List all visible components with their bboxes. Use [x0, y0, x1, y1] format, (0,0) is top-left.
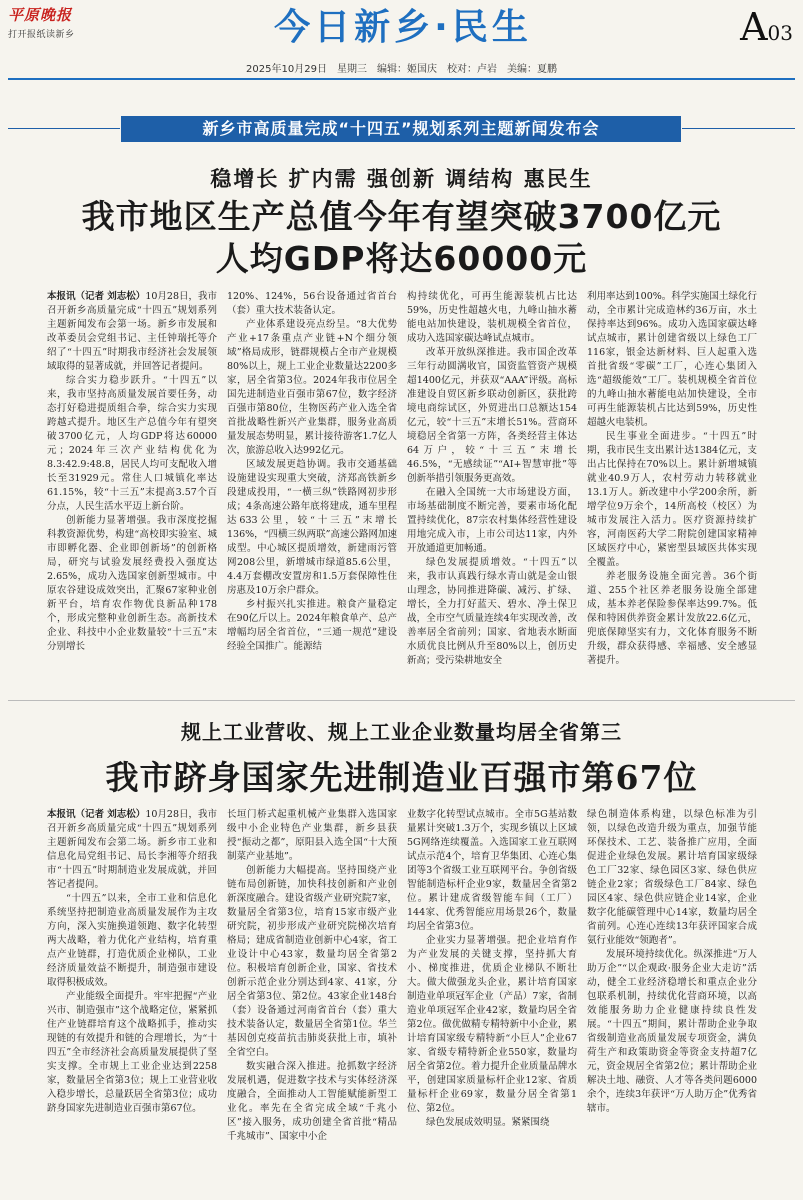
- paragraph: 发展环境持续优化。纵深推进“万人助万企”“以企观政·服务企业大走访”活动，健全工业经济稳增长和重点企业分包联系机制，持续优化营商环境，以高效能服务助力企业健康持续良性发展。“十四五”期间，累计帮助企业争取省级制造业高质量发展专项资金，满负荷生产和政策助资金等资金支持超7亿元，资金规居全省第2位；累计帮助企业解决土地、融资、人才等各类问题6000余个，连续3年获评“万人助万企”优秀省辖市。: [587, 949, 757, 1114]
- paragraph: 区域发展更趋协调。我市交通基础设施建设实现重大突破，济郑高铁新乡段建成投用，“一横三纵”铁路网初步形成；4条高速公路年底将建成，通车里程达633公里，较“十三五”末增长136%，“四横三纵两联”高速公路网加速成型。中心城区提质增效，新建雨污管网208公里，新增城市绿道85.6公里，4.4万套棚改安置房和1.5万套保障性住房惠及10万余户群众。: [227, 459, 397, 596]
- paragraph: 绿色制造体系构建，以绿色标准为引领，以绿色改造升级为重点，加强节能环保技术、工艺、装备推广应用，全面促进企业绿色发展。累计培育国家级绿色工厂32家、绿色园区3家、绿色供应链企业2家；省级绿色工厂84家、绿色园区4家、绿色供应链企业14家，企业数字化能碳管理中心14家，数量均居全省前列。心连心连续13年获评国家合成氨行业能效“领跑者”。: [587, 809, 757, 946]
- article1-body: [47, 290, 759, 685]
- article1-column-4: [587, 290, 757, 685]
- paragraph: 在融入全国统一大市场建设方面，市场基础制度不断完善，要素市场化配置持续优化，87宗农村集体经营性建设用地完成入市，上市公司达11家，内外开放通道更加畅通。: [407, 487, 577, 554]
- section-banner: 今日新乡·民生: [274, 7, 532, 48]
- paragraph: 企业实力显著增强。把企业培育作为产业发展的关键支撑，坚持抓大育小、梯度推进，优质企业梯队不断壮大。做大做强龙头企业，累计培育国家制造业单项冠军企业（产品）7家，省制造业单项冠军企业42家，数量均居全省第2位。做优做精专精特新中小企业，累计培育国家级专精特新“小巨人”企业67家、省级专精特新企业550家，数量均居全省第2位。着力提升企业质量品牌水平，创建国家质量标杆企业12家、省质量标杆企业69家，数量分居全省第1位、第2位。: [407, 935, 577, 1114]
- paragraph: 绿色发展提质增效。“十四五”以来，我市认真践行绿水青山就是金山银山理念，协同推进降碳、减污、扩绿、增长，全力打好蓝天、碧水、净土保卫战，全市空气质量连续4年实现改善，改善率居全省前列；国家、省地表水断面水质优良比例从升至80%以上，创历史新高；受污染耕地安全: [407, 557, 577, 666]
- paragraph: 利用率达到100%。科学实施国土绿化行动，全市累计完成造林约36万亩，水土保持率达到96%。成功入选国家碳达峰试点城市，累计创建省级以上绿色工厂116家，银金达新材料、巨人起重入选首批省级“零碳”工厂，心连心集团入选“超级能效”工厂。装机规模全省首位的九峰山抽水蓄能电站加快建设，全市可再生能源装机占比达到59%，历史性超越火电装机。: [587, 291, 757, 428]
- paragraph: 产业能级全面提升。牢牢把握“产业兴市、制造强市”这个战略定位，紧紧抓住产业链群培育这个战略抓手，推动实现链的有效提升和链的合理增长，为“十四五”全市经济社会高质量发展提供了坚实支撑。全市规上工业企业达到2258家，数量居全省第3位；规上工业营业收入稳步增长，总量跃居全省第3位；成功跻身国家先进制造业百强市第67位。: [47, 991, 217, 1114]
- paragraph: 10月28日，我市召开新乡高质量完成“十四五”规划系列主题新闻发布会第一场。新乡市发展和改革委员会党组书记、主任钟瑞托等介绍了“十四五”时期我市经济社会发展领域取得的显著成就，并回答记者提问。: [47, 291, 217, 372]
- paragraph: 养老服务设施全面完善。36个街道、255个社区养老服务设施全部建成，基本养老保险参保率达99.7%。低保和特困供养资金累计发放22.6亿元，兜底保障坚实有力，文化体育服务不断升级，群众获得感、幸福感、安全感显著提升。: [587, 571, 757, 666]
- article2-column-1: [47, 808, 217, 1193]
- paragraph: 业数字化转型试点城市。全市5G基站数量累计突破1.3万个，实现乡镇以上区域5G网络连续覆盖。入选国家工业互联网试点示范4个，培育卫华集团、心连心集团等3个省级工业互联网平台。争创省级智能制造标杆企业9家，数量居全省第2位。累计建成省级智能车间（工厂）144家、优秀智能应用场景26个，数量均居全省第3位。: [407, 809, 577, 932]
- page-number: [740, 5, 793, 49]
- paragraph: 创新能力显著增强。我市深度挖掘科教资源优势，构建“高校即实验室、城市即孵化器、企业即创新场”的创新格局，研究与试验发展经费投入强度达2.65%，成功入选国家创新型城市。中原农谷建设成效突出，汇聚67家种业创新平台，培育农作物优良新品种178个，形成完整种业创新生态。高新技术企业、科技中小企业数量较“十三五”末分别增长: [47, 515, 217, 652]
- paragraph: 10月28日，我市召开新乡高质量完成“十四五”规划系列主题新闻发布会第二场。新乡市工业和信息化局党组书记、局长李湘等介绍我市“十四五”时期制造业发展成就，并回答记者提问。: [47, 809, 217, 890]
- paragraph: 绿色发展成效明显。紧紧围绕: [426, 1117, 550, 1128]
- logo-text: 平原晚报: [8, 6, 73, 24]
- paragraph: 数实融合深入推进。抢抓数字经济发展机遇，促进数字技术与实体经济深度融合，全面推动人工智能赋能新型工业化。率先在全省完成全域“千兆小区”接入服务，成功创建全省首批“精品千兆城市”、国家中小企: [227, 1061, 397, 1142]
- logo-slogan: 打开报纸读新乡: [8, 30, 75, 40]
- paragraph: 120%、124%，56台设备通过省首台（套）重大技术装备认定。: [227, 291, 397, 316]
- header-rule-right: [682, 128, 795, 129]
- paragraph: 长垣门桥式起重机械产业集群入选国家级中小企业特色产业集群，新乡县获授“振动之都”，原阳县入选全国“十大预制菜产业基地”。: [227, 809, 397, 862]
- article-divider: [8, 700, 795, 701]
- article2-lead-paragraph: [47, 808, 217, 892]
- paragraph: 构持续优化，可再生能源装机占比达59%，历史性超越火电，九峰山抽水蓄能电站加快建设，装机规模全省首位，成功入选国家碳达峰试点城市。: [407, 291, 577, 344]
- masthead: [0, 0, 803, 75]
- page-letter: A: [740, 5, 768, 49]
- paragraph: 创新能力大幅提高。坚持围绕产业链布局创新链，加快科技创新和产业创新深度融合。建设省级产业研究院7家，数量居全省第3位，培育15家市级产业研究院，初步形成产业研究院梯次培育格局；建成省制造业创新中心4家，省工业设计中心43家，数量均居全省第2位。积极培育创新企业，国家、省技术创新示范企业分别达到4家、41家，分居全省第3位、第2位。43家企业148台（套）设备通过河南省首台（套）重大技术装备认定，数量居全省第1位。华兰基因创克疫苗抗击肺炎获批上市，填补全省空白。: [227, 865, 397, 1058]
- article1-column-1: [47, 290, 217, 685]
- byline: 本报讯（记者 刘志松）: [47, 291, 146, 302]
- paragraph: 产业体系建设亮点纷呈。“8大优势产业+17条重点产业链+N个细分领域”格局成形，链群规模占全市产业规模80%以上，规上工业企业数量达2200多家，居全省第3位。2024年我市位居全国先进制造业百强市第67位，数字经济百强市第80位，生物医药产业入选全省首批战略性新兴产业集群，服务业高质量发展态势明显，累计接待游客1.7亿人次，旅游总收入达992亿元。: [227, 319, 397, 456]
- newspaper-logo[interactable]: [8, 6, 88, 46]
- article2-column-4: [587, 808, 757, 1193]
- article2-column-2: [227, 808, 397, 1193]
- header-rule-left: [8, 128, 120, 129]
- paragraph: “十四五”以来，全市工业和信息化系统坚持把制造业高质量发展作为主攻方向，深入实施换道领跑、数字化转型两大战略，着力优化产业结构，培育重点产业链群，打造优质企业梯队，工业经济质量效益不断提升，制造强市建设取得积极成效。: [47, 893, 217, 988]
- paragraph: 乡村振兴扎实推进。粮食产量稳定在90亿斤以上。2024年粮食单产、总产增幅均居全省首位，“三通一规范”建设经验全国推广。能源结: [227, 599, 397, 652]
- paragraph: 民生事业全面进步。“十四五”时期，我市民生支出累计达1384亿元，支出占比保持在70%以上。累计新增城镇就业40.9万人，农村劳动力转移就业13.1万人。新改建中小学200余所，新增学位9万余个，14所高校（校区）为城市发展注入活力。医疗资源持续扩容，河南医药大学二附院创建国家精神区域医疗中心，紧密型县域医共体实现全覆盖。: [587, 431, 757, 568]
- dateline: 2025年10月29日 星期三 编辑：姬国庆 校对：卢岩 美编：夏鹏: [246, 64, 557, 75]
- paragraph: 改革开放纵深推进。我市国企改革三年行动圆满收官，国资监管资产规模超1400亿元，并获双“AAA”评级。高标准建设自贸区新乡联动创新区，获批跨境电商综试区，外贸进出口总额达154亿元，较“十三五”末增长51%。营商环境稳居全省第一方阵，各类经营主体达64万户，较“十三五”末增长46.5%，“无感续证”“AI+智慧审批”等创新举措引领服务更高效。: [407, 347, 577, 484]
- article1-kicker: 稳增长 扩内需 强创新 调结构 惠民生: [210, 166, 593, 191]
- article2-column-3: [407, 808, 577, 1193]
- article1-headline-line1: 我市地区生产总值今年有望突破3700亿元: [81, 197, 722, 236]
- page-digits: 03: [767, 21, 793, 45]
- article2-body: [47, 808, 759, 1193]
- article1-headline-line2: 人均GDP将达60000元: [215, 239, 588, 278]
- article1-headline: [0, 196, 803, 280]
- paragraph: 综合实力稳步跃升。“十四五”以来，我市坚持高质量发展首要任务，动态打好稳进提质组合拳，综合实力实现跨越式提升。地区生产总值今年有望突破3700亿元，人均GDP将达60000元；2024年三次产业结构优化为8.3:42.9:48.8，居民人均可支配收入增长至31929元。常住人口城镇化率达61.15%，较“十三五”末提高3.57个百分点，人民生活水平迈上新台阶。: [47, 375, 217, 512]
- article1-lead-paragraph: [47, 290, 217, 374]
- press-conference-header: 新乡市高质量完成“十四五”规划系列主题新闻发布会: [121, 116, 681, 142]
- article1-column-3: [407, 290, 577, 685]
- article2-kicker: 规上工业营收、规上工业企业数量均居全省第三: [181, 720, 622, 744]
- article1-column-2: [227, 290, 397, 685]
- byline: 本报讯（记者 刘志松）: [47, 809, 146, 820]
- article2-headline: 我市跻身国家先进制造业百强市第67位: [105, 758, 698, 797]
- masthead-rule: [8, 78, 795, 80]
